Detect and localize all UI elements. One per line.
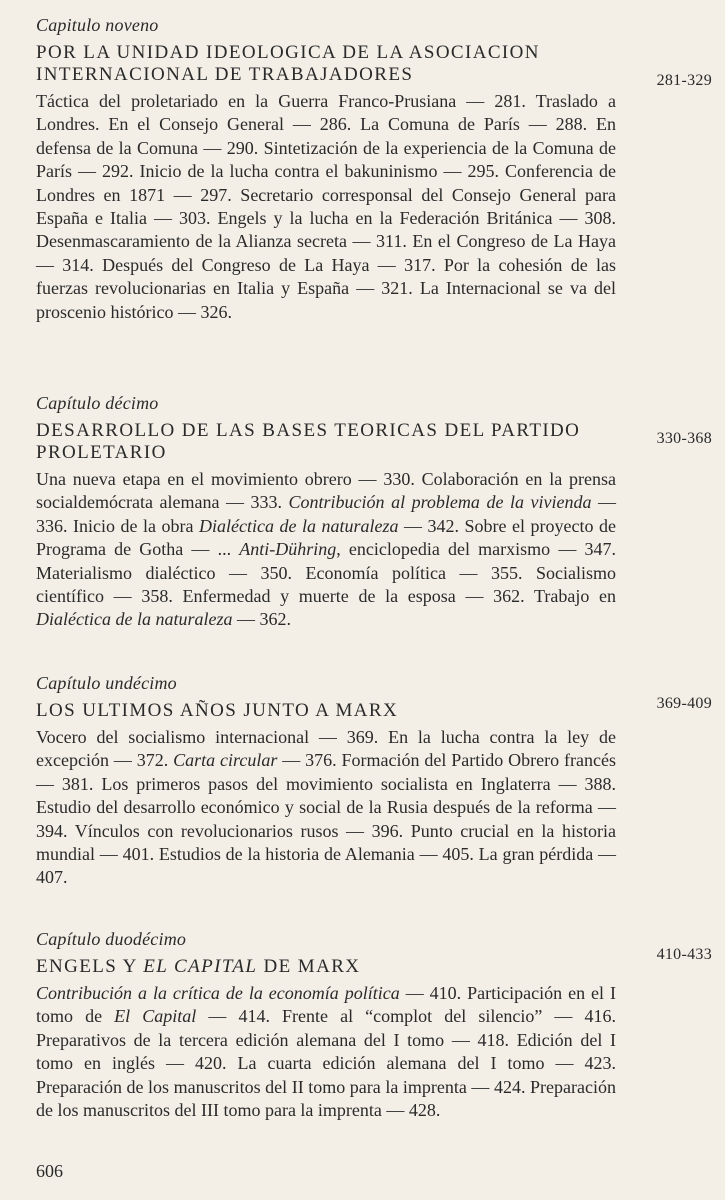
- text-run: DE MARX: [257, 956, 361, 977]
- text-run: Táctica del proletariado en la Guerra Franco-Prusiana — 281. Traslado a Londres. En el Consejo General — 286. La Comuna de París — 288. En defensa de la Comuna — 290. Sintetización de la experiencia de la Comuna de París — 292. Inicio de la lucha contra el bakuninismo — 295. Conferencia de Londres en 1871 — 297. Secretario corresponsal del Consejo General para España e Italia — 303. Engels y la lucha en la Federación Británica — 308. Desenmascaramiento de la Alianza secreta — 311. En el Congreso de La Haya — 314. Después del Congreso de La Haya — 317. Por la cohesión de las fuerzas revolucionarias en Italia y España — 321. La Internacional se va del proscenio histórico — 326.: [36, 91, 616, 322]
- text-run: ENGELS Y: [36, 956, 144, 977]
- chapter-summary: [36, 468, 616, 632]
- chapter-title: [36, 956, 616, 978]
- chapter-label: Capítulo undécimo: [36, 673, 177, 693]
- text-run: — 362.: [232, 609, 291, 630]
- italic-title-run: Contribución a la crítica de la economía política: [36, 983, 400, 1003]
- chapter-label: Capitulo noveno: [36, 15, 159, 35]
- italic-title-run: Carta circular: [173, 750, 278, 771]
- text-run: — 336. Inicio de la obra: [36, 492, 617, 536]
- chapter-page-range: 369-409: [656, 695, 712, 712]
- chapter-summary: [36, 982, 616, 1122]
- chapter-12: [36, 928, 616, 1122]
- text-run: , enciclopedia del marxismo — 347. Materialismo dialéctico — 350. Economía política — 355. Socialismo científico — 358. Enfermedad y muerte de la esposa — 362. Trabajo en: [36, 539, 616, 607]
- chapter-page-range: 330-368: [656, 430, 712, 447]
- chapter-page-range: 410-433: [656, 946, 712, 963]
- italic-title-run: EL CAPITAL: [143, 956, 258, 977]
- chapter-label: Capítulo décimo: [36, 393, 159, 413]
- chapter-page-range: 281-329: [656, 72, 712, 89]
- text-run: Una nueva etapa en el movimiento obrero — 330. Colaboración en la prensa socialdemócrata alemana — 333.: [36, 469, 616, 513]
- italic-title-run: Contribución al problema de la vivienda: [288, 492, 592, 513]
- text-run: — 342. Sobre el proyecto de Programa de Gotha — ...: [36, 515, 617, 560]
- chapter-label: Capítulo duodécimo: [36, 929, 187, 949]
- chapter-title: LOS ULTIMOS AÑOS JUNTO A MARX: [36, 700, 399, 721]
- italic-title-run: Dialéctica de la naturaleza: [199, 515, 399, 536]
- text-run: Vocero del socialismo internacional — 369. En la lucha contra la ley de excepción — 372.: [36, 727, 616, 771]
- chapter-summary: [36, 90, 616, 324]
- text-run: — 376. Formación del Partido Obrero francés — 381. Los primeros pasos del movimiento socialista en Inglaterra — 388. Estudio del desarrollo económico y social de la Rusia después de la reforma — 394. Vínculos con revolucionarios rusos — 396. Punto crucial en la historia mundial — 401. Estudios de la historia de Alemania — 405. La gran pérdida — 407.: [36, 750, 616, 888]
- chapter-11: [36, 672, 616, 890]
- italic-title-run: Dialéctica de la naturaleza: [36, 609, 233, 630]
- text-run: — 414. Frente al “complot del silencio” — 416. Preparativos de la tercera edición alemana del I tomo — 418. Edición del I tomo en inglés — 420. La cuarta edición alemana del I tomo — 423. Preparación de los manuscritos del II tomo para la imprenta — 424. Preparación de los manuscritos del III tomo para la imprenta — 428.: [36, 1006, 616, 1121]
- italic-title-run: El Capital: [114, 1006, 197, 1027]
- chapter-title: DESARROLLO DE LAS BASES TEORICAS DEL PARTIDO PROLETARIO: [36, 420, 581, 463]
- chapter-10: [36, 392, 616, 632]
- text-run: — 410. Participación en el I tomo de: [36, 983, 616, 1027]
- italic-title-run: Anti-Dühring: [239, 539, 337, 560]
- chapter-summary: [36, 726, 616, 890]
- chapter-9: [36, 14, 616, 324]
- chapter-title: POR LA UNIDAD IDEOLOGICA DE LA ASOCIACION INTERNACIONAL DE TRABAJADORES: [36, 42, 540, 85]
- page-number: 606: [36, 1161, 63, 1181]
